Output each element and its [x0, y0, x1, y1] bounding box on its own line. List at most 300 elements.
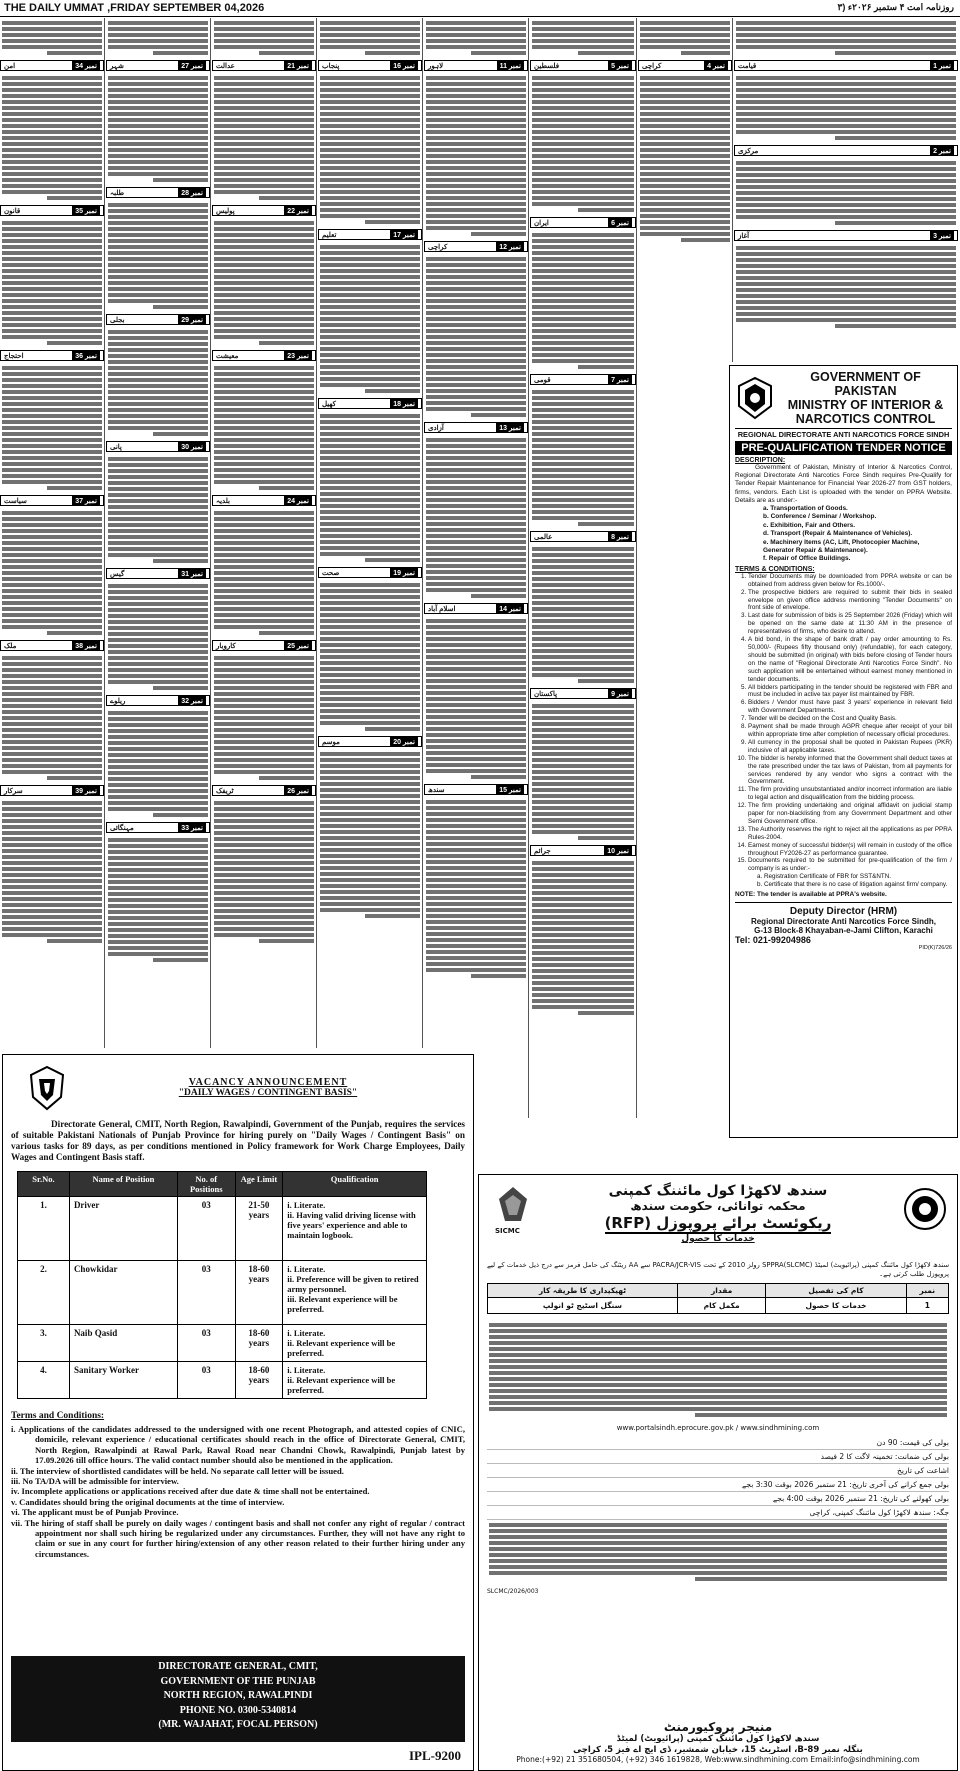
qualification-item: i. Literate. — [287, 1365, 326, 1375]
vacancy-term: iii. No TA/DA will be admissible for interview. — [11, 1476, 179, 1487]
rfp-ref: SLCMC/2026/003 — [487, 1588, 539, 1595]
headline-number: نمبر 8 — [608, 532, 632, 541]
qualification-item: i. Literate. — [287, 1264, 326, 1274]
anf-tel: Tel: 021-99204986 — [735, 935, 811, 946]
article-text — [212, 653, 316, 783]
headline-label: بلدیہ — [216, 497, 230, 505]
headline-number: نمبر 23 — [284, 351, 312, 360]
headline-label: تعلیم — [322, 231, 337, 239]
rfp-schedule-item: بولی کی ضمانت: تخمینہ لاگت کا 2 فیصد — [487, 1450, 949, 1464]
headline-number: نمبر 17 — [390, 230, 418, 239]
table-cell: 03 — [178, 1362, 236, 1399]
headline-number: نمبر 13 — [496, 423, 524, 432]
headline-number: نمبر 4 — [704, 61, 728, 70]
article-text — [318, 73, 422, 227]
headline-number: نمبر 18 — [390, 399, 418, 408]
headline-box — [424, 241, 528, 252]
headline-label: مہنگائی — [110, 824, 134, 832]
headline-label: ایران — [534, 219, 549, 227]
qualification-item: iii. Relevant experience will be preferred. — [287, 1294, 398, 1314]
article-text — [318, 580, 422, 734]
rfp-schedule-item: بولی کی قیمت: 90 دن — [487, 1436, 949, 1450]
headline-box — [106, 314, 210, 325]
article-text — [106, 581, 210, 693]
rfp-web: www.portalsindh.eprocure.gov.pk / www.sindhmining.com — [616, 1424, 820, 1432]
table-cell: 03 — [178, 1261, 236, 1325]
article-text — [530, 387, 636, 529]
article-text — [318, 242, 422, 396]
vacancy-footer — [11, 1656, 465, 1742]
headline-number: نمبر 22 — [284, 206, 312, 215]
qualification-item: ii. Preference will be given to retired army personnel. — [287, 1274, 419, 1294]
rfp-table — [487, 1283, 949, 1314]
headline-box — [530, 60, 636, 71]
rfp-ad — [478, 1174, 958, 1771]
vacancy-footer-line: GOVERNMENT OF THE PUNJAB — [160, 1675, 316, 1687]
headline-label: معیشت — [216, 352, 239, 360]
headline-box — [106, 822, 210, 833]
table-cell: 18-60 years — [235, 1362, 283, 1399]
anf-title: PRE-QUALIFICATION TENDER NOTICE — [735, 441, 952, 455]
rfp-title: ریکوئسٹ برائے پروپوزل (RFP) — [604, 1214, 832, 1232]
anf-term: 11. The firm providing unsubstantiated and/or incorrect information are liable to legal action and disqualification from the bidding process. — [748, 786, 952, 802]
anf-ref: PID(K)726/26 — [918, 945, 952, 952]
headline-label: عدالت — [216, 62, 235, 70]
article-text — [0, 218, 104, 348]
headline-label: بجلی — [110, 316, 125, 324]
table-cell: 3. — [18, 1325, 70, 1362]
punjab-emblem-icon — [27, 1065, 67, 1111]
headline-number: نمبر 7 — [608, 375, 632, 384]
vacancy-subtitle: "DAILY WAGES / CONTINGENT BASIS" — [178, 1088, 358, 1098]
anf-ministry2: NARCOTICS CONTROL — [795, 412, 936, 426]
headline-box — [530, 374, 636, 385]
headline-number: نمبر 31 — [178, 569, 206, 578]
vacancy-footer-line: DIRECTORATE GENERAL, CMIT, — [158, 1661, 318, 1672]
vacancy-footer-line: (MR. WAJAHAT, FOCAL PERSON) — [158, 1719, 318, 1730]
rfp-header — [487, 1181, 949, 1259]
headline-number: نمبر 25 — [284, 641, 312, 650]
headline-label: پاکستان — [534, 690, 558, 698]
article-text — [734, 158, 958, 228]
table-header: Age Limit — [235, 1172, 283, 1197]
headline-label: شہر — [110, 62, 124, 70]
anf-term: 13. The Authority reserves the right to reject all the applications as per PPRA Rules-2004. — [748, 826, 952, 842]
headline-label: کراچی — [428, 243, 448, 251]
anf-term: 10. The bidder is hereby informed that the Government shall deduct taxes at the rate prescribed under the tax laws of Pakistan, from all payments for services rendered by any vendor who signs a contract with the Government. — [748, 755, 952, 787]
vacancy-title: VACANCY ANNOUNCEMENT — [188, 1077, 348, 1088]
rfp-dept: محکمہ توانائی، حکومت سندھ — [630, 1199, 806, 1213]
table-row — [18, 1197, 427, 1261]
article-text — [318, 411, 422, 565]
headline-number: نمبر 3 — [930, 231, 954, 240]
table-cell: 21-50 years — [235, 1197, 283, 1261]
article-text — [530, 18, 636, 58]
headline-label: احتجاج — [4, 352, 24, 360]
article-text — [0, 73, 104, 203]
headline-number: نمبر 28 — [178, 188, 206, 197]
rfp-manager-org: سندھ لاکھڑا کول مائننگ کمپنی (پرائیویٹ) لمیٹڈ — [616, 1734, 820, 1744]
headline-label: ٹریفک — [216, 787, 234, 795]
table-header: No. of Positions — [178, 1172, 236, 1197]
headline-box — [212, 785, 316, 796]
headline-number: نمبر 24 — [284, 496, 312, 505]
headline-number: نمبر 35 — [72, 206, 100, 215]
column-8 — [0, 18, 105, 1048]
anf-term: 5. All bidders participating in the tender should be registered with FBR and must be included in active tax payer list maintained by FBR. — [748, 684, 952, 700]
headline-box — [318, 398, 422, 409]
article-text — [638, 18, 732, 58]
headline-number: نمبر 33 — [178, 823, 206, 832]
table-cell: 18-60 years — [235, 1325, 283, 1362]
rfp-contact: Phone:(+92) 21 351680504, (+92) 346 1619828, Web:www.sindhmining.com Email:info@sindhmining.com — [516, 1755, 920, 1764]
article-text — [424, 797, 528, 981]
anf-term: 6. Bidders / Vendor must have past 3 years' experience in relevant field with Government Departments. — [748, 699, 952, 715]
headline-number: نمبر 34 — [72, 61, 100, 70]
headline-number: نمبر 26 — [284, 786, 312, 795]
anf-header — [735, 370, 952, 426]
column-4 — [424, 18, 529, 1118]
headline-box — [212, 350, 316, 361]
headline-label: آغاز — [738, 232, 750, 240]
article-text — [212, 363, 316, 493]
rfp-table-header: نمبر — [906, 1284, 948, 1298]
anf-emblem-icon — [735, 376, 775, 420]
headline-box — [424, 422, 528, 433]
rfp-schedule — [487, 1436, 949, 1584]
headline-box — [530, 531, 636, 542]
headline-label: موسم — [322, 738, 340, 746]
headline-box — [734, 230, 958, 241]
headline-box — [424, 60, 528, 71]
table-header: Qualification — [283, 1172, 427, 1197]
headline-label: طلبہ — [110, 189, 125, 197]
headline-box — [106, 60, 210, 71]
headline-label: سندھ — [428, 786, 445, 794]
headline-number: نمبر 36 — [72, 351, 100, 360]
headline-label: قانون — [4, 207, 21, 215]
anf-term: 15. Documents required to be submitted for pre-qualification of the firm / company is as under:- — [748, 857, 952, 873]
headline-number: نمبر 6 — [608, 218, 632, 227]
table-cell: 1. — [18, 1197, 70, 1261]
headline-label: پولیس — [216, 207, 235, 215]
headline-number: نمبر 10 — [604, 846, 632, 855]
column-3 — [530, 18, 637, 1118]
rfp-schedule-item: اشاعت کی تاریخ — [487, 1464, 949, 1478]
vacancy-term: vii. The hiring of staff shall be purely on daily wages / contingent basis and shall not confer any right of regular / contract appointment nor shall such hiring be regularized under any circumstances. Further, they will not have any right to claim or sue in any court for further hiring/extension of any other reason related to their further hiring under any circumstances. — [11, 1517, 465, 1559]
article-text — [530, 701, 636, 843]
table-header: Name of Position — [69, 1172, 177, 1197]
article-text — [487, 1320, 949, 1420]
rfp-schedule-item: بولی جمع کرانے کی آخری تاریخ: 21 ستمبر 2026 بوقت 3:30 بجے — [487, 1478, 949, 1492]
headline-number: نمبر 27 — [178, 61, 206, 70]
sicmc-logo-icon — [493, 1185, 533, 1225]
vacancy-intro: Directorate General, CMIT, North Region, Rawalpindi, Government of the Punjab, requires the services of suitable Pakistani Nationals of Punjab Province for hiring purely on "Daily Wages / Contingent Basis" on various tasks for 89 days, as per conditions mentioned in Policy framework for Work Charge Employees, Daily Wages and Contingent Basis staff. — [11, 1119, 465, 1162]
anf-item: f. Repair of Office Buildings. — [763, 555, 851, 563]
anf-gov: GOVERNMENT OF PAKISTAN — [810, 370, 921, 398]
headline-label: سرکار — [4, 787, 23, 795]
anf-sub-items — [735, 873, 952, 889]
table-header: Sr.No. — [18, 1172, 70, 1197]
qualification-item: i. Literate. — [287, 1328, 326, 1338]
rfp-address: بنگلہ نمبر B-89، اسٹریٹ 15، خیابان شمشیر، ڈی ایچ اے فیز 5، کراچی — [573, 1745, 863, 1755]
article-text — [487, 1520, 949, 1584]
article-text — [638, 73, 732, 245]
table-cell-qualification — [283, 1325, 427, 1362]
table-row — [18, 1261, 427, 1325]
anf-item: d. Transport (Repair & Maintenance of Vehicles). — [763, 530, 913, 538]
headline-label: ریلوے — [110, 697, 126, 705]
article-text — [424, 18, 528, 58]
headline-number: نمبر 30 — [178, 442, 206, 451]
headline-label: ملک — [4, 642, 17, 650]
headline-box — [0, 205, 104, 216]
vacancy-terms-label: Terms and Conditions: — [11, 1411, 105, 1421]
rfp-table-header: کام کی تفصیل — [766, 1284, 906, 1298]
column-1 — [734, 18, 958, 362]
article-text — [106, 200, 210, 312]
anf-term: 12. The firm providing undertaking and original affidavit on judicial stamp paper for non-blacklisting from any Government Department and other Semi Government office. — [748, 802, 952, 826]
article-text — [0, 363, 104, 493]
headline-label: امن — [4, 62, 16, 70]
table-cell: 03 — [178, 1325, 236, 1362]
article-text — [0, 508, 104, 638]
headline-number: نمبر 11 — [497, 61, 524, 70]
vacancy-footer-line: PHONE NO. 0300-5340814 — [179, 1704, 297, 1716]
headline-box — [638, 60, 732, 71]
table-cell-qualification — [283, 1261, 427, 1325]
article-text — [212, 18, 316, 58]
headline-box — [530, 217, 636, 228]
anf-item: e. Machinery Items (AC, Lift, Photocopier Machine, Generator Repair & Maintenance). — [763, 538, 920, 555]
table-cell: Driver — [69, 1197, 177, 1261]
headline-box — [212, 640, 316, 651]
table-cell-qualification — [283, 1197, 427, 1261]
headline-box — [106, 695, 210, 706]
article-text — [530, 73, 636, 215]
anf-desc-label: DESCRIPTION: — [735, 457, 786, 464]
article-text — [734, 73, 958, 143]
article-text — [212, 798, 316, 946]
headline-label: فلسطین — [534, 62, 560, 70]
anf-directorate: REGIONAL DIRECTORATE ANTI NARCOTICS FORCE SINDH — [735, 428, 952, 439]
table-row — [18, 1362, 427, 1399]
anf-ministry: MINISTRY OF INTERIOR & — [787, 398, 944, 412]
vacancy-header — [11, 1061, 465, 1113]
anf-item: a. Transportation of Goods. — [763, 505, 848, 513]
article-text — [734, 18, 958, 58]
headline-box — [212, 495, 316, 506]
sicmc-label: SICMC — [495, 1227, 520, 1235]
headline-box — [530, 688, 636, 699]
anf-sub-item: a. Registration Certificate of FBR for SST&NTN. — [757, 873, 892, 881]
anf-term: 1. Tender Documents may be downloaded from PPRA website or can be obtained from address given below for Rs.1000/-. — [748, 573, 952, 589]
headline-box — [106, 187, 210, 198]
rfp-schedule-item: بولی کھولنے کی تاریخ: 21 ستمبر 2026 بوقت 4:00 بجے — [487, 1492, 949, 1506]
headline-number: نمبر 15 — [496, 785, 524, 794]
column-6 — [212, 18, 317, 1048]
headline-label: صحت — [322, 569, 340, 577]
headline-box — [0, 640, 104, 651]
qualification-item: i. Literate. — [287, 1200, 326, 1210]
rfp-footer — [487, 1720, 949, 1764]
article-text — [530, 230, 636, 372]
headline-label: کھیل — [322, 400, 336, 408]
vacancy-ad — [2, 1054, 474, 1771]
article-text — [106, 73, 210, 185]
table-cell: 4. — [18, 1362, 70, 1399]
anf-description: Government of Pakistan, Ministry of Interior & Narcotics Control, Regional Directorate Anti Narcotics Force Sindh requires Pre-Qualify for Tender Repair Maintenance for Financial Year 2026-27 from GST holders, firms, vendors. Each List is uploaded with the tender on PPRA Website. Details are as under:- — [735, 464, 952, 504]
headline-number: نمبر 32 — [178, 696, 206, 705]
anf-term: 2. The prospective bidders are required to submit their bids in sealed envelope on given office address mentioning "Tender Documents" on front side of envelope. — [748, 589, 952, 613]
rfp-table-header: ٹھیکیداری کا طریقہ کار — [488, 1284, 678, 1298]
headline-label: مرکزی — [738, 147, 759, 155]
vacancy-term: iv. Incomplete applications or applications received after due date & time shall not be entertained. — [11, 1486, 370, 1497]
header-right: روزنامہ امت ۴ ستمبر ۲۰۲۶ء (۳ — [837, 2, 954, 12]
vacancy-term: v. Candidates should bring the original documents at the time of interview. — [11, 1496, 285, 1507]
anf-sub-item: b. Certificate that there is no case of litigation against firm/ company. — [757, 881, 948, 889]
headline-number: نمبر 21 — [284, 61, 312, 70]
table-row — [18, 1325, 427, 1362]
article-text — [0, 653, 104, 783]
headline-label: جرائم — [534, 847, 551, 855]
anf-terms-label: TERMS & CONDITIONS: — [735, 565, 815, 573]
headline-label: سیاست — [4, 497, 27, 505]
headline-number: نمبر 37 — [72, 496, 100, 505]
headline-label: عالمی — [534, 533, 553, 541]
table-cell: Sanitary Worker — [69, 1362, 177, 1399]
vacancy-term: vi. The applicant must be of Punjab Province. — [11, 1507, 179, 1518]
table-cell: 03 — [178, 1197, 236, 1261]
sindh-emblem-icon — [903, 1187, 947, 1231]
article-text — [424, 616, 528, 782]
article-text — [424, 254, 528, 420]
headline-box — [318, 736, 422, 747]
rfp-manager: منیجر پروکیورمنٹ — [663, 1720, 773, 1734]
article-text — [530, 544, 636, 686]
headline-label: کاروبار — [216, 642, 236, 650]
vacancy-footer-line: NORTH REGION, RAWALPINDI — [163, 1690, 313, 1701]
headline-box — [318, 60, 422, 71]
headline-box — [424, 603, 528, 614]
vacancy-table — [17, 1171, 427, 1399]
headline-box — [106, 568, 210, 579]
headline-box — [0, 350, 104, 361]
headline-number: نمبر 14 — [496, 604, 524, 613]
article-text — [106, 454, 210, 566]
headline-box — [318, 567, 422, 578]
rfp-table-cell: مکمل کام — [677, 1298, 766, 1314]
header-left: THE DAILY UMMAT ,FRIDAY SEPTEMBER 04,2026 — [4, 2, 265, 14]
anf-term: 7. Tender will be decided on the Cost and Quality Basis. — [748, 715, 952, 723]
headline-number: نمبر 38 — [72, 641, 100, 650]
article-text — [734, 243, 958, 331]
rfp-schedule-item: جگہ: سندھ لاکھڑا کول مائننگ کمپنی، کراچی — [487, 1506, 949, 1520]
vacancy-term: ii. The interview of shortlisted candidates will be held. No separate call letter will be issued. — [11, 1465, 344, 1476]
anf-term: 14. Earnest money of successful bidder(s) will remain in custody of the office throughout FY2026-27 as performance guarantee. — [748, 842, 952, 858]
headline-box — [212, 60, 316, 71]
headline-box — [530, 845, 636, 856]
headline-box — [734, 60, 958, 71]
rfp-table-cell: 1 — [906, 1298, 948, 1314]
article-text — [212, 218, 316, 348]
anf-item: b. Conference / Seminar / Workshop. — [763, 513, 877, 521]
headline-number: نمبر 1 — [930, 61, 954, 70]
column-7 — [106, 18, 211, 1048]
anf-tender-ad — [729, 365, 958, 1138]
anf-term: 4. A bid bond, in the shape of bank draft / pay order amounting to Rs. 50,000/- (Rupees fifty thousand only) (refundable), for each category, should be submitted (in original) with bids before closing of Tender hours on the name of "Regional Directorate Anti Narcotics Force Sindh". No such application will be entertained without earnest money mentioned in tender documents. — [748, 636, 952, 683]
rfp-company: سندھ لاکھڑا کول مائننگ کمپنی — [608, 1183, 828, 1199]
headline-label: آزادی — [428, 424, 444, 432]
article-text — [212, 73, 316, 203]
headline-number: نمبر 5 — [608, 61, 632, 70]
headline-box — [424, 784, 528, 795]
table-cell: Chowkidar — [69, 1261, 177, 1325]
headline-label: گیس — [110, 570, 125, 578]
table-cell: 2. — [18, 1261, 70, 1325]
article-text — [0, 18, 104, 58]
column-2 — [638, 18, 733, 362]
headline-label: پانی — [110, 443, 122, 451]
article-text — [106, 835, 210, 965]
headline-box — [212, 205, 316, 216]
rfp-body-text — [487, 1320, 949, 1420]
rfp-table-cell: خدمات کا حصول — [766, 1298, 906, 1314]
headline-number: نمبر 12 — [496, 242, 524, 251]
anf-term: 8. Payment shall be made through AGPR cheque after receipt of your bill within appropriate time after completion of necessary official procedures. — [748, 723, 952, 739]
table-cell: Naib Qasid — [69, 1325, 177, 1362]
headline-number: نمبر 39 — [72, 786, 100, 795]
headline-box — [318, 229, 422, 240]
rfp-subtitle: خدمات کا حصول — [681, 1234, 755, 1244]
article-text — [318, 18, 422, 58]
headline-box — [0, 60, 104, 71]
qualification-item: ii. Relevant experience will be preferred. — [287, 1338, 396, 1358]
qualification-item: ii. Having valid driving license with five years' experience and able to maintain logbook. — [287, 1210, 416, 1240]
anf-term: 9. All currency in the proposal shall be quoted in Pakistan Rupees (PKR) inclusive of all applicable taxes. — [748, 739, 952, 755]
vacancy-ipl: IPL-9200 — [409, 1748, 461, 1763]
anf-note: NOTE: The tender is available at PPRA's website. — [735, 891, 887, 899]
article-text — [530, 858, 636, 1018]
headline-label: قومی — [534, 376, 551, 384]
anf-dd-addr2: G-13 Block-8 Khayaban-e-Jami Clifton, Karachi — [754, 926, 933, 936]
vacancy-term: i. Applications of the candidates addressed to the undersigned with one recent Photograph, and attested copies of CNIC, domicile, relevant experience / educational certificates should reach in the office of Directorate General, CMIT, North Region, Rawalpindi at Rawal Park, Rawal Road near Chandni Chowk, Rawalpindi, Punjab latest by 17.09.2026 till office hours. The valid contact number should also be mentioned in the application. — [11, 1424, 465, 1466]
anf-items-list — [735, 505, 952, 564]
headline-box — [734, 145, 958, 156]
article-text — [424, 435, 528, 601]
headline-label: کراچی — [642, 62, 662, 70]
article-text — [106, 327, 210, 439]
headline-box — [0, 785, 104, 796]
article-text — [0, 798, 104, 946]
anf-term: 3. Last date for submission of bids is 25 September 2026 (Friday) which will be opened on the same date at 11:30 AM in the presence of representatives of firms, who desire to attend. — [748, 612, 952, 636]
headline-label: قیامت — [738, 62, 757, 70]
rfp-table-cell: سنگل اسٹیج ٹو انولپ — [488, 1298, 678, 1314]
headline-label: لاہور — [428, 62, 444, 70]
headline-number: نمبر 9 — [608, 689, 632, 698]
rfp-table-header: مقدار — [677, 1284, 766, 1298]
headline-box — [106, 441, 210, 452]
rfp-intro: سندھ لاکھڑا کول مائننگ کمپنی (پرائیویٹ) لمیٹڈ SPPRA(SLCMC) رولز 2010 کے تحت PACRA/JCR-VIS سے AA ریٹنگ کی حامل فرمز سے درج ذیل خدمات کے لیے پروپوزل طلب کرتی ہے۔ — [487, 1261, 950, 1278]
anf-dd-addr1: Regional Directorate Anti Narcotics Force Sindh, — [750, 917, 937, 927]
anf-item: c. Exhibition, Fair and Others. — [763, 521, 856, 529]
headline-number: نمبر 2 — [930, 146, 954, 155]
headline-number: نمبر 20 — [390, 737, 418, 746]
headline-number: نمبر 19 — [390, 568, 418, 577]
table-cell: 18-60 years — [235, 1261, 283, 1325]
article-text — [212, 508, 316, 638]
page-header — [0, 0, 960, 17]
